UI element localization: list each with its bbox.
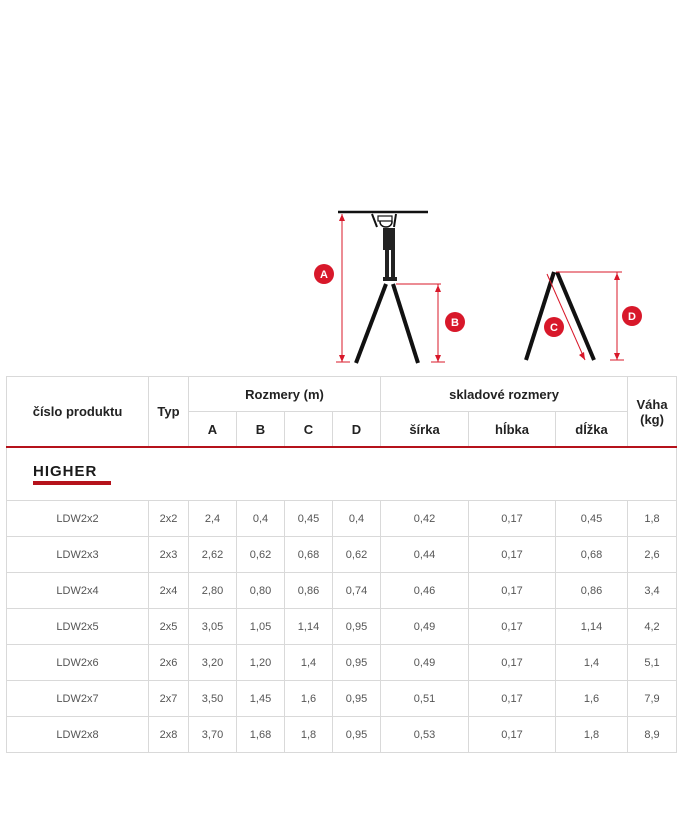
header-dim-d: D — [333, 412, 381, 448]
cell-b: 0,62 — [237, 537, 285, 573]
table-row — [7, 573, 677, 609]
header-storage: skladové rozmery — [381, 377, 628, 412]
cell-c: 1,14 — [285, 609, 333, 645]
label-a: A — [320, 269, 328, 281]
cell-product: LDW2x8 — [7, 717, 149, 753]
cell-c: 1,6 — [285, 681, 333, 717]
cell-width: 0,51 — [381, 681, 469, 717]
cell-type: 2x8 — [149, 717, 189, 753]
table-row — [7, 645, 677, 681]
label-b: B — [451, 317, 459, 329]
cell-d: 0,74 — [333, 573, 381, 609]
cell-length: 1,8 — [556, 717, 628, 753]
cell-a: 3,05 — [189, 609, 237, 645]
header-dimensions: Rozmery (m) — [189, 377, 381, 412]
cell-width: 0,49 — [381, 645, 469, 681]
cell-weight: 5,1 — [628, 645, 677, 681]
header-dim-b: B — [237, 412, 285, 448]
header-length: dĺžka — [556, 412, 628, 448]
cell-width: 0,53 — [381, 717, 469, 753]
ladder-dimension-diagram — [0, 200, 700, 372]
cell-b: 1,68 — [237, 717, 285, 753]
cell-width: 0,46 — [381, 573, 469, 609]
cell-type: 2x6 — [149, 645, 189, 681]
cell-length: 0,68 — [556, 537, 628, 573]
cell-a: 3,50 — [189, 681, 237, 717]
cell-depth: 0,17 — [469, 609, 556, 645]
spec-table — [6, 376, 677, 753]
cell-length: 1,14 — [556, 609, 628, 645]
cell-depth: 0,17 — [469, 681, 556, 717]
worker-figure — [372, 214, 397, 281]
brand-logo: HIGHER — [33, 462, 98, 480]
cell-length: 1,4 — [556, 645, 628, 681]
table-row — [7, 717, 677, 753]
cell-product: LDW2x7 — [7, 681, 149, 717]
cell-product: LDW2x3 — [7, 537, 149, 573]
cell-length: 1,6 — [556, 681, 628, 717]
table-row — [7, 501, 677, 537]
header-dim-a: A — [189, 412, 237, 448]
cell-d: 0,95 — [333, 645, 381, 681]
cell-weight: 4,2 — [628, 609, 677, 645]
cell-a: 3,70 — [189, 717, 237, 753]
cell-product: LDW2x6 — [7, 645, 149, 681]
table-row — [7, 537, 677, 573]
header-row-group — [7, 377, 677, 412]
table-row — [7, 609, 677, 645]
cell-width: 0,49 — [381, 609, 469, 645]
cell-product: LDW2x2 — [7, 501, 149, 537]
header-depth: hĺbka — [469, 412, 556, 448]
header-width: šírka — [381, 412, 469, 448]
cell-d: 0,95 — [333, 609, 381, 645]
header-product: číslo produktu — [7, 377, 149, 448]
cell-width: 0,42 — [381, 501, 469, 537]
cell-c: 0,45 — [285, 501, 333, 537]
cell-weight: 8,9 — [628, 717, 677, 753]
label-d: D — [628, 311, 636, 323]
cell-b: 0,4 — [237, 501, 285, 537]
header-type: Typ — [149, 377, 189, 448]
cell-product: LDW2x4 — [7, 573, 149, 609]
cell-length: 0,45 — [556, 501, 628, 537]
cell-b: 0,80 — [237, 573, 285, 609]
cell-a: 3,20 — [189, 645, 237, 681]
cell-a: 2,62 — [189, 537, 237, 573]
cell-type: 2x7 — [149, 681, 189, 717]
cell-a: 2,4 — [189, 501, 237, 537]
cell-c: 0,68 — [285, 537, 333, 573]
cell-type: 2x3 — [149, 537, 189, 573]
cell-d: 0,62 — [333, 537, 381, 573]
cell-product: LDW2x5 — [7, 609, 149, 645]
cell-weight: 3,4 — [628, 573, 677, 609]
brand-row — [7, 447, 677, 501]
cell-type: 2x5 — [149, 609, 189, 645]
cell-depth: 0,17 — [469, 573, 556, 609]
cell-depth: 0,17 — [469, 501, 556, 537]
cell-depth: 0,17 — [469, 537, 556, 573]
cell-c: 1,4 — [285, 645, 333, 681]
cell-a: 2,80 — [189, 573, 237, 609]
cell-weight: 7,9 — [628, 681, 677, 717]
cell-d: 0,95 — [333, 717, 381, 753]
cell-depth: 0,17 — [469, 645, 556, 681]
cell-weight: 2,6 — [628, 537, 677, 573]
cell-weight: 1,8 — [628, 501, 677, 537]
ladder-folded — [526, 272, 594, 360]
cell-type: 2x2 — [149, 501, 189, 537]
cell-depth: 0,17 — [469, 717, 556, 753]
table-row — [7, 681, 677, 717]
header-dim-c: C — [285, 412, 333, 448]
cell-length: 0,86 — [556, 573, 628, 609]
cell-d: 0,4 — [333, 501, 381, 537]
brand-logo-bar — [33, 481, 111, 485]
cell-c: 0,86 — [285, 573, 333, 609]
dimension-a — [314, 214, 350, 362]
cell-b: 1,20 — [237, 645, 285, 681]
cell-width: 0,44 — [381, 537, 469, 573]
cell-d: 0,95 — [333, 681, 381, 717]
ladder-open — [356, 284, 418, 363]
cell-b: 1,45 — [237, 681, 285, 717]
header-weight: Váha (kg) — [628, 377, 677, 448]
brand-cell — [7, 447, 677, 501]
cell-type: 2x4 — [149, 573, 189, 609]
label-c: C — [550, 322, 558, 334]
cell-b: 1,05 — [237, 609, 285, 645]
cell-c: 1,8 — [285, 717, 333, 753]
